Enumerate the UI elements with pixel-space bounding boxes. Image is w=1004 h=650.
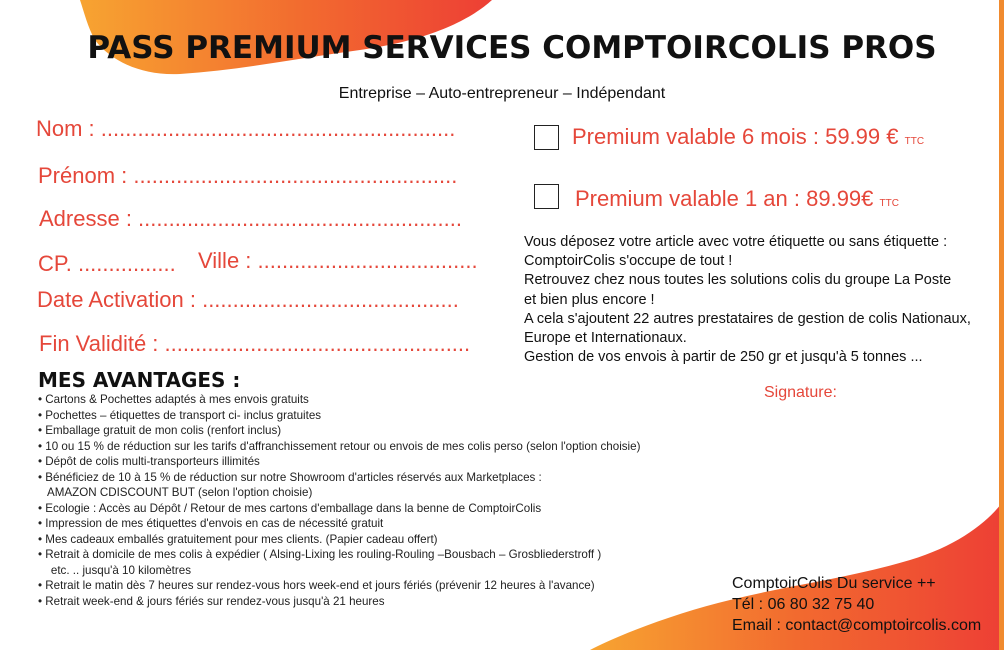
option-6-months-text: Premium valable 6 mois : 59.99 € bbox=[572, 124, 899, 149]
advantage-item: • 10 ou 15 % de réduction sur les tarifs d'affranchissement retour ou envois de mes colis perso (selon l'option choisie) bbox=[38, 439, 641, 453]
option-6-months-label bbox=[572, 124, 924, 150]
page-title: PASS PREMIUM SERVICES COMPTOIRCOLIS PROS bbox=[87, 30, 937, 66]
option-6-months-ttc: TTC bbox=[904, 136, 925, 147]
advantage-item: • Emballage gratuit de mon colis (renfort inclus) bbox=[38, 424, 282, 437]
advantage-item: • Ecologie : Accès au Dépôt / Retour de mes cartons d'emballage dans la benne de ComptoirColis bbox=[38, 501, 542, 515]
advantage-item: • Retrait le matin dès 7 heures sur rendez-vous hors week-end et jours fériés (prévenir 12 heures à l'avance) bbox=[38, 579, 595, 592]
contact-email[interactable]: Email : contact@comptoircolis.com bbox=[732, 617, 982, 634]
advantage-item: • Retrait week-end & jours fériés sur rendez-vous jusqu'à 21 heures bbox=[38, 594, 385, 608]
advantage-item: • Bénéficiez de 10 à 15 % de réduction sur notre Showroom d'articles réservés aux Marketplaces : bbox=[38, 470, 542, 484]
advantage-item: etc. .. jusqu'à 10 kilomètres bbox=[38, 563, 192, 577]
description-line: A cela s'ajoutent 22 autres prestataires de gestion de colis Nationaux, bbox=[524, 310, 971, 327]
contact-block bbox=[732, 573, 981, 636]
advantage-item: • Impression de mes étiquettes d'envois en cas de nécessité gratuit bbox=[38, 517, 384, 530]
advantage-item: • Retrait à domicile de mes colis à expédier ( Alsing-Lixing les rouling-Rouling –Bousbach – Grosbliederstroff ) bbox=[38, 548, 602, 561]
advantage-item: • Dépôt de colis multi-transporteurs illimités bbox=[38, 455, 260, 468]
cp-field[interactable]: CP. ................ bbox=[38, 251, 176, 276]
advantage-item: AMAZON CDISCOUNT BUT (selon l'option choisie) bbox=[38, 486, 313, 499]
advantage-item: • Mes cadeaux emballés gratuitement pour mes clients. (Papier cadeau offert) bbox=[38, 532, 438, 546]
ville-field[interactable]: Ville : .................................... bbox=[198, 248, 478, 273]
fin-validite-field[interactable]: Fin Validité : .................................................. bbox=[39, 331, 471, 356]
option-6-months-checkbox[interactable] bbox=[534, 125, 559, 150]
description-line: Europe et Internationaux. bbox=[524, 330, 687, 347]
nom-field[interactable]: Nom : .......................................................... bbox=[36, 116, 456, 141]
advantage-item: • Pochettes – étiquettes de transport ci- inclus gratuites bbox=[38, 408, 322, 422]
service-description bbox=[524, 233, 994, 367]
option-1-year-ttc: TTC bbox=[879, 198, 899, 209]
description-line: ComptoirColis s'occupe de tout ! bbox=[524, 253, 733, 270]
advantages-list bbox=[38, 392, 640, 609]
signature-label: Signature: bbox=[764, 384, 837, 401]
page-subtitle: Entreprise – Auto-entrepreneur – Indépendant bbox=[338, 85, 666, 102]
option-1-year-label bbox=[575, 186, 899, 212]
advantage-item: • Cartons & Pochettes adaptés à mes envois gratuits bbox=[38, 393, 309, 406]
description-line: Gestion de vos envois à partir de 250 gr et jusqu'à 5 tonnes ... bbox=[524, 349, 923, 366]
adresse-field[interactable]: Adresse : ..................................................... bbox=[39, 206, 462, 231]
option-1-year-text: Premium valable 1 an : 89.99€ bbox=[575, 186, 874, 211]
description-line: et bien plus encore ! bbox=[524, 291, 655, 308]
contact-phone[interactable]: Tél : 06 80 32 75 40 bbox=[732, 596, 875, 613]
description-line: Retrouvez chez nous toutes les solutions colis du groupe La Poste bbox=[524, 272, 952, 289]
advantages-title: MES AVANTAGES : bbox=[38, 368, 241, 392]
option-1-year-checkbox[interactable] bbox=[534, 184, 559, 209]
prenom-field[interactable]: Prénom : ..................................................... bbox=[38, 163, 458, 188]
description-line: Vous déposez votre article avec votre étiquette ou sans étiquette : bbox=[524, 234, 948, 250]
date-activation-field[interactable]: Date Activation : .......................................... bbox=[37, 287, 459, 312]
contact-name: ComptoirColis Du service ++ bbox=[732, 575, 936, 592]
